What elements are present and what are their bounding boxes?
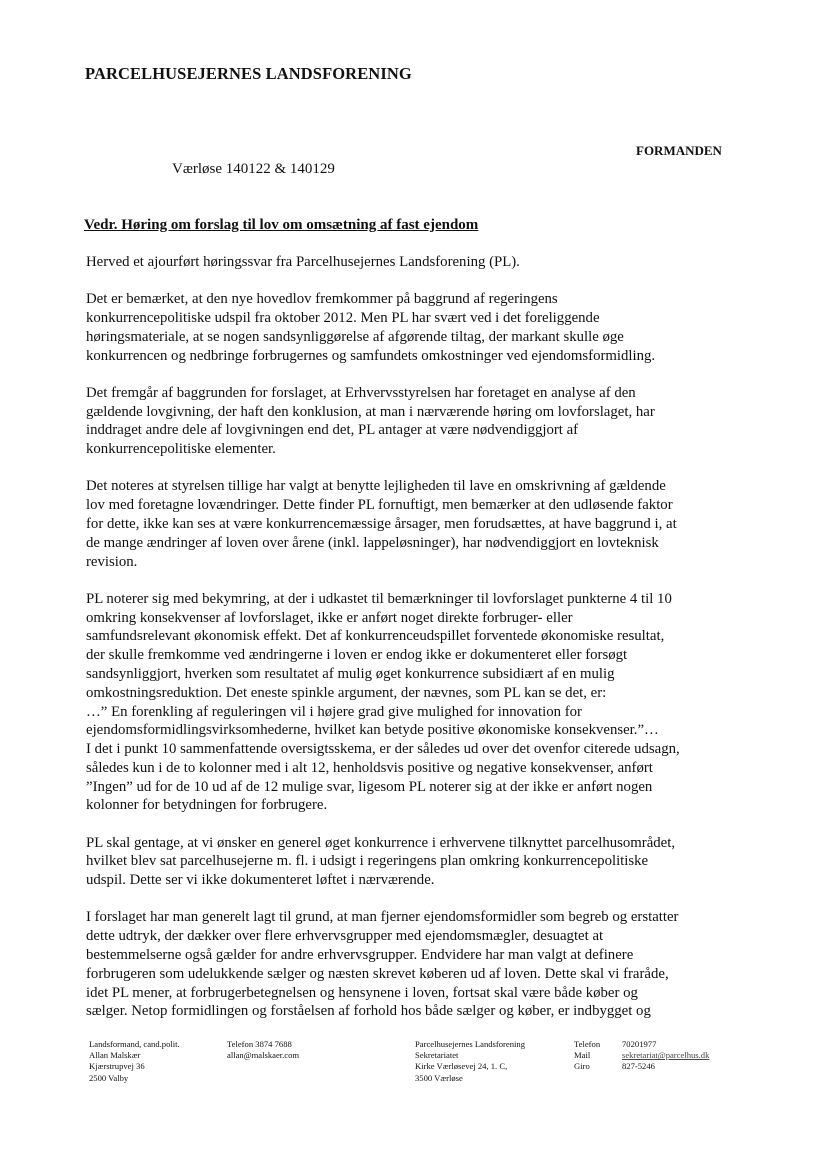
paragraph-line: lov med foretagne lovændringer. Dette finder PL fornuftigt, men bemærker at den udløsende faktor — [86, 497, 673, 514]
sender-role: FORMANDEN — [636, 143, 722, 158]
chairman-email: allan@malskaer.com — [227, 1050, 300, 1061]
paragraph-line: PL noterer sig med bekymring, at der i udkastet til bemærkninger til lovforslaget punkterne 4 til 10 — [86, 590, 672, 607]
paragraph-line: inddraget andre dele af lovgivningen end det, PL antager at være nødvendiggjort af — [86, 422, 579, 439]
letter-body — [86, 253, 736, 1021]
footer-line: Telefon — [574, 1039, 601, 1049]
footer-line: Sekretariatet — [415, 1050, 459, 1061]
paragraph-line: konkurrencen og nedbringe forbrugernes og samfundets omkostninger ved ejendomsformidling. — [86, 347, 656, 364]
paragraph-line: de mange ændringer af loven over årene (inkl. lappeløsninger), har nødvendiggjort en lovteknisk — [86, 534, 659, 551]
paragraph-line: Det noteres at styrelsen tillige har valgt at benytte lejligheden til lave en omskrivning af gældende — [86, 478, 666, 495]
paragraph — [86, 384, 736, 459]
paragraph-line: revision. — [86, 553, 138, 570]
organization-heading: PARCELHUSEJERNES LANDSFORENING — [85, 64, 412, 83]
footer-contact-labels — [574, 1039, 600, 1073]
paragraph-line: sælger. Netop formidlingen og forståelsen af forhold hos både sælger og køber, er indbygget og — [86, 1003, 651, 1020]
subject-line: Vedr. Høring om forslag til lov om omsætning af fast ejendom — [84, 217, 479, 233]
paragraph-line: samfundsrelevant økonomisk effekt. Det af konkurrenceudspillet forventede økonomiske resultat, — [86, 628, 665, 645]
paragraph — [86, 477, 736, 571]
paragraph-line: I det i punkt 10 sammenfattende oversigtsskema, er der således ud over det ovenfor citerede udsagn, — [86, 741, 680, 758]
place-date: Værløse 140122 & 140129 — [172, 161, 335, 177]
paragraph-line: konkurrencepolitiske elementer. — [86, 441, 276, 458]
paragraph-line: Det fremgår af baggrunden for forslaget, at Erhvervsstyrelsen har foretaget en analyse af den — [86, 384, 636, 401]
paragraph-line: omkring konsekvenser af lovforslaget, ikke er anført noget direkte forbruger- eller — [86, 609, 573, 626]
paragraph — [86, 834, 736, 890]
paragraph-line: således kun i de to kolonner med i alt 12, henholdsvis positive og negative konsekvenser, anført — [86, 759, 653, 776]
footer-chairman-info — [89, 1039, 180, 1084]
paragraph-line: for dette, ikke kan ses at være konkurrencemæssige årsager, men forudsættes, at have baggrund i, at — [86, 515, 677, 532]
footer-line: 70201977 — [622, 1039, 657, 1049]
footer-contact-values — [622, 1039, 709, 1073]
paragraph-line: I forslaget har man generelt lagt til grund, at man fjerner ejendomsformidler som begreb og erstatter — [86, 909, 679, 926]
paragraph-line: forbrugeren som udelukkende sælger og næsten skrevet køberen ud af loven. Dette skal vi fraråde, — [86, 965, 669, 982]
paragraph-line: …” En forenkling af reguleringen vil i højere grad give mulighed for innovation for — [86, 703, 582, 720]
paragraph-line: dette udtryk, der dækker over flere erhvervsgrupper med ejendomsmægler, desuagtet at — [86, 928, 604, 945]
paragraph-line: konkurrencepolitiske udspil fra oktober 2012. Men PL har svært ved i det foreliggende — [86, 309, 600, 326]
paragraph-line: Det er bemærket, at den nye hovedlov fremkommer på baggrund af regeringens — [86, 291, 558, 308]
footer-line: Giro — [574, 1061, 590, 1072]
footer-line: Kjærstrupvej 36 — [89, 1061, 145, 1072]
paragraph-line: høringsmateriale, at se nogen sandsynliggørelse af afgørende tiltag, der markant skulle øge — [86, 328, 624, 345]
footer-line: 2500 Valby — [89, 1072, 129, 1083]
footer-line: Landsformand, cand.polit. — [89, 1039, 180, 1049]
paragraph-line: ejendomsformidlingsvirksomhederne, hvilket kan betyde positive økonomiske konsekvenser.”… — [86, 722, 659, 739]
paragraph-line: sandsynliggjort, hverken som resultatet af mulig øget konkurrence subsidiært af en mulig — [86, 665, 615, 682]
paragraph-line: PL skal gentage, at vi ønsker en generel øget konkurrence i erhvervene tilknyttet parcelhusområdet, — [86, 834, 676, 851]
paragraph-line: idet PL mener, at forbrugerbetegnelsen og hensynene i loven, fortsat skal være både køber og — [86, 984, 638, 1001]
paragraph — [86, 253, 736, 272]
paragraph-line: bestemmelserne også gælder for andre erhvervsgrupper. Endvidere har man valgt at definere — [86, 947, 634, 964]
paragraph — [86, 908, 736, 1021]
footer-line: Telefon 3874 7688 — [227, 1039, 292, 1049]
secretariat-email-link[interactable]: sekretariat@parcelhus.dk — [622, 1050, 710, 1061]
paragraph-line: kolonner for betydningen for forbrugere. — [86, 797, 328, 814]
footer-line: Mail — [574, 1050, 591, 1061]
paragraph-line: udspil. Dette ser vi ikke dokumenteret løftet i nærværende. — [86, 872, 435, 889]
paragraph-line: hvilket blev sat parcelhusejerne m. fl. i udsigt i regeringens plan omkring konkurrencepolitiske — [86, 853, 649, 870]
paragraph-line: gældende lovgivning, der haft den konklusion, at man i nærværende høring om lovforslaget, har — [86, 403, 655, 420]
paragraph-line: omkostningsreduktion. Det eneste spinkle argument, der nævnes, som PL kan se det, er: — [86, 684, 607, 701]
paragraph — [86, 590, 736, 816]
paragraph-line: der skulle fremkomme ved ændringerne i loven er endog ikke er dokumenteret eller forsøgt — [86, 647, 628, 664]
footer-line: 3500 Værløse — [415, 1072, 463, 1083]
footer-secretariat-address — [415, 1039, 525, 1084]
paragraph — [86, 290, 736, 365]
footer-chairman-contact — [227, 1039, 299, 1061]
footer-line: Allan Malskær — [89, 1050, 141, 1061]
paragraph-line: Herved et ajourført høringssvar fra Parcelhusejernes Landsforening (PL). — [86, 254, 520, 270]
footer-line: 827-5246 — [622, 1061, 655, 1072]
footer-line: Kirke Værløsevej 24, 1. C, — [415, 1061, 508, 1072]
paragraph-line: ”Ingen” ud for de 10 ud af de 12 mulige svar, ligesom PL noterer sig at der ikke er anført nogen — [86, 778, 653, 795]
footer-line: Parcelhusejernes Landsforening — [415, 1039, 526, 1049]
